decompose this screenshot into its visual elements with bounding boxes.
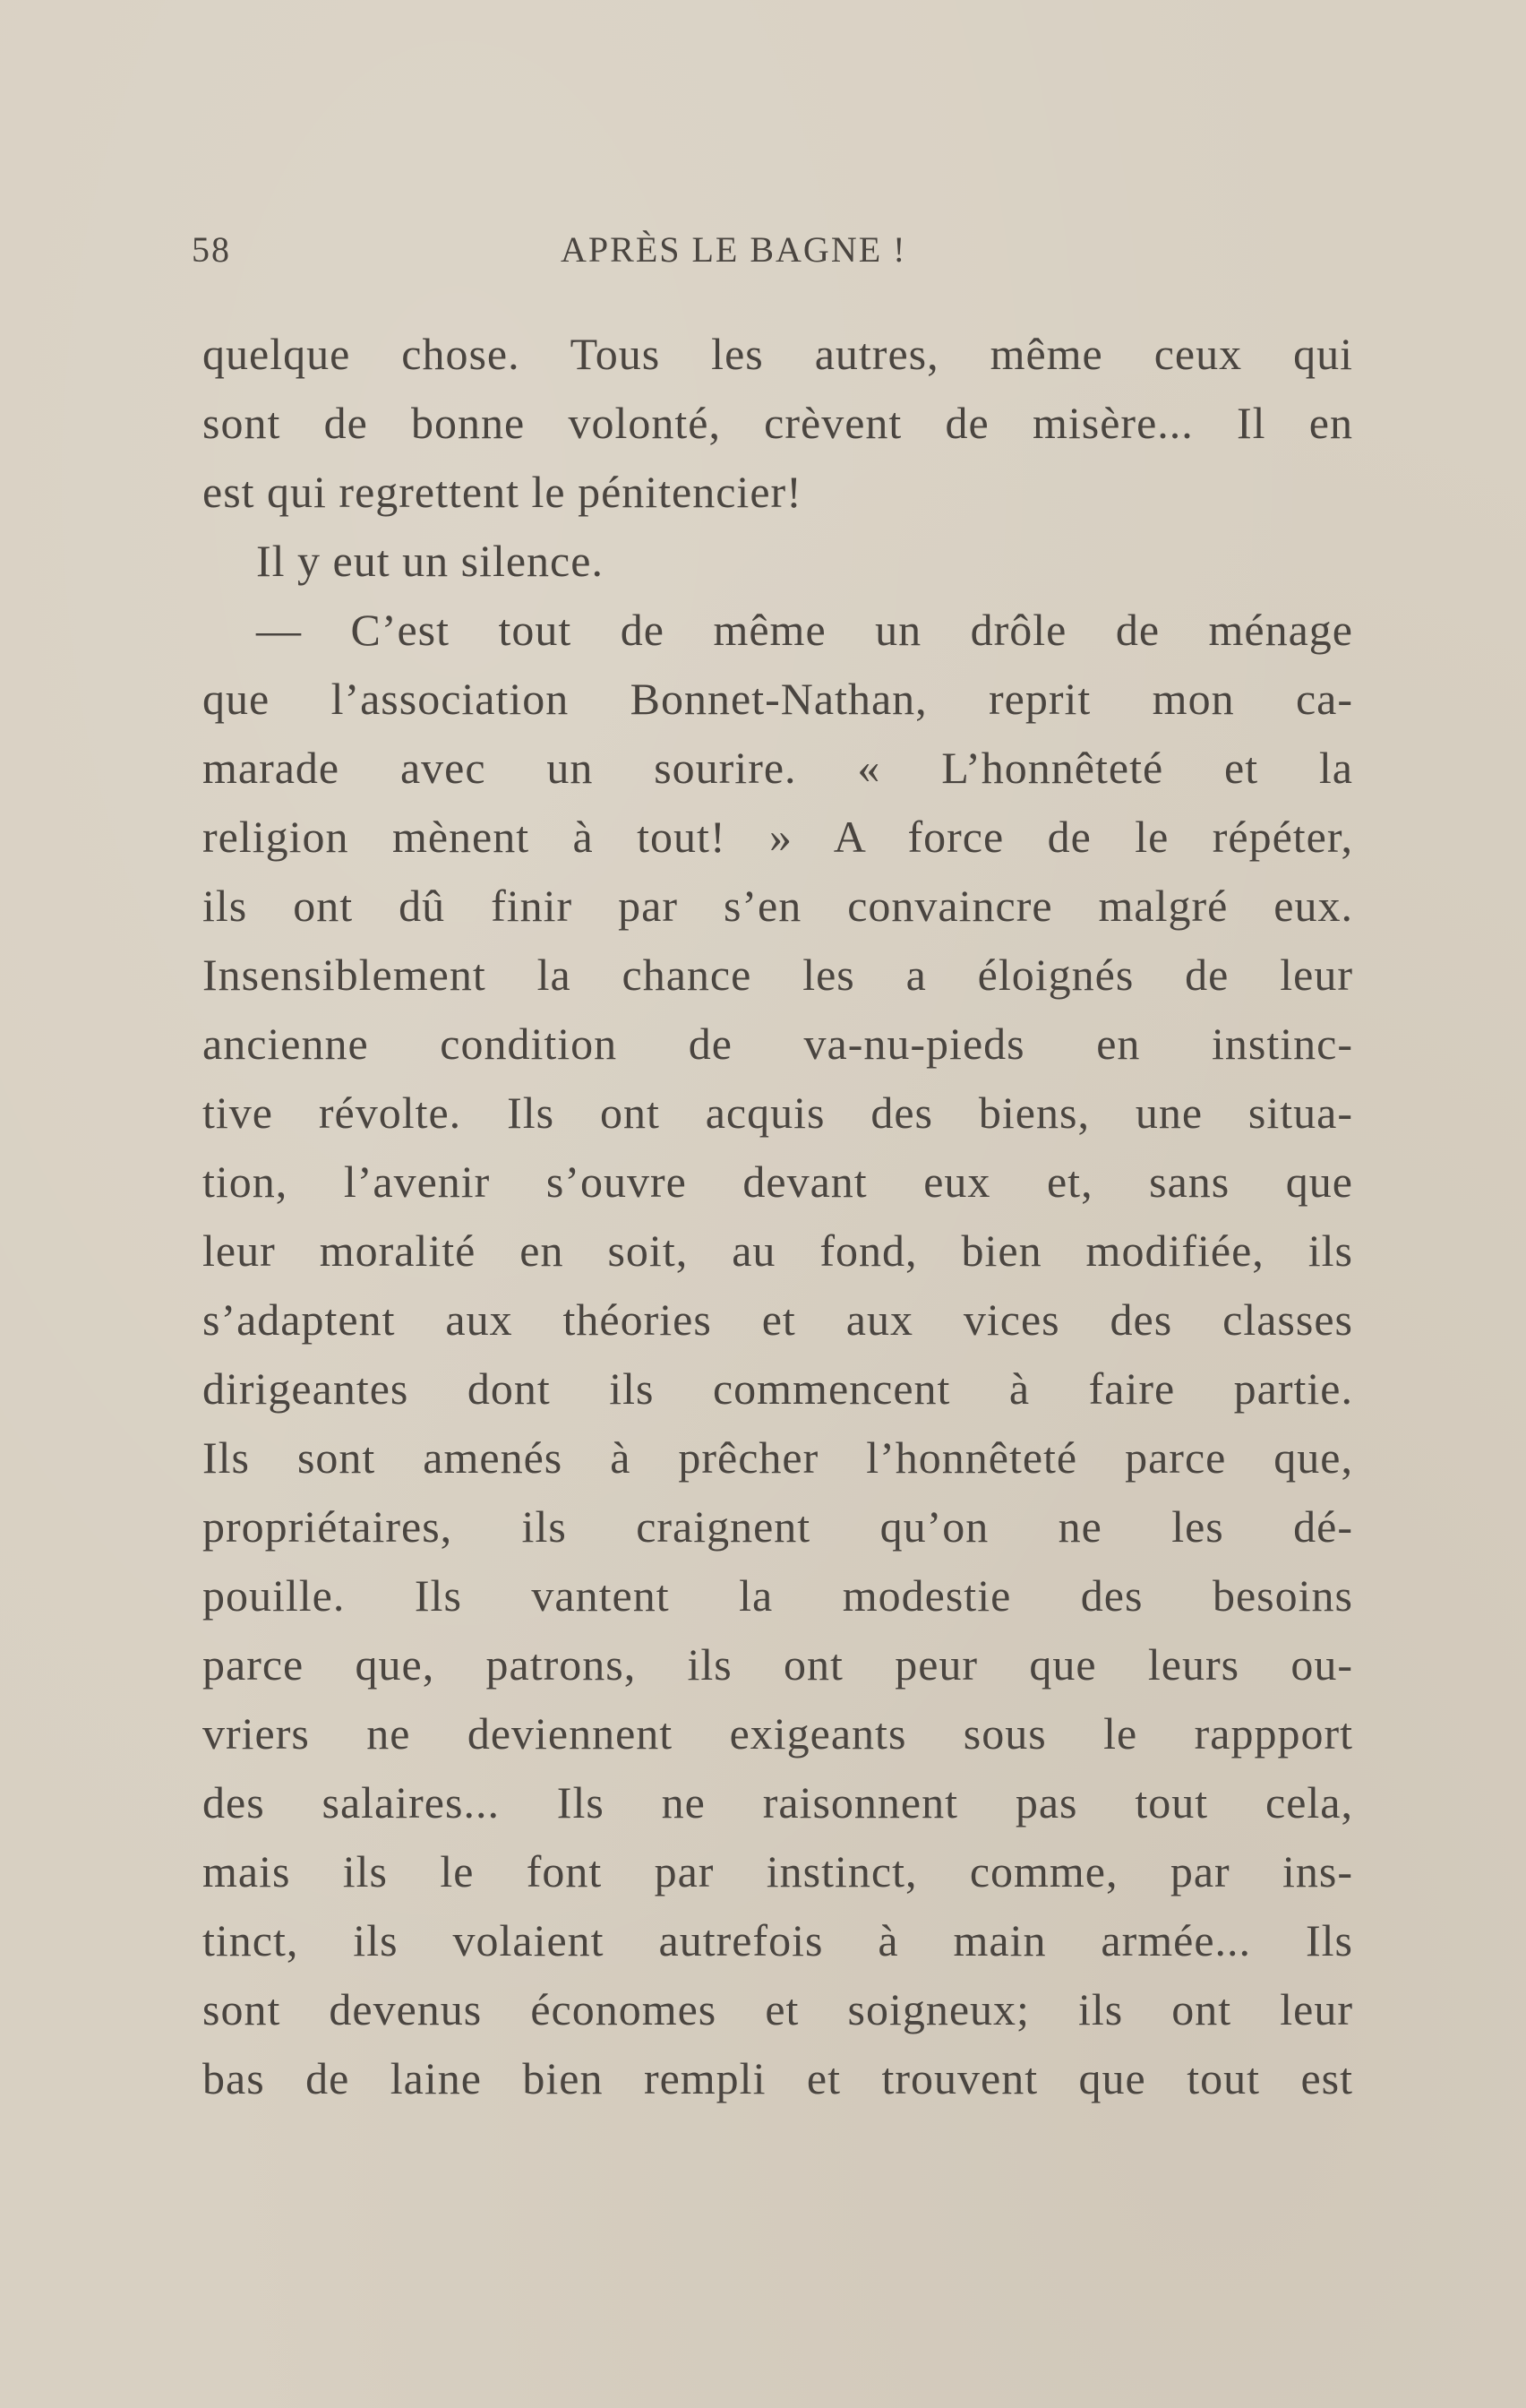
- page-number: 58: [192, 229, 231, 270]
- text-line: pouille. Ils vantent la modestie des besoins: [202, 1570, 1353, 1621]
- running-title: APRÈS LE BAGNE !: [561, 229, 907, 270]
- text-line: mais ils le font par instinct, comme, par ins-: [202, 1846, 1353, 1896]
- text-line: que l’association Bonnet-Nathan, reprit mon ca-: [202, 674, 1353, 724]
- text-line: des salaires... Ils ne raisonnent pas tout cela,: [202, 1777, 1353, 1828]
- body-text: [202, 320, 1353, 2113]
- text-line: sont devenus économes et soigneux; ils ont leur: [202, 1984, 1353, 2034]
- text-line: tion, l’avenir s’ouvre devant eux et, sans que: [202, 1157, 1353, 1207]
- text-line: parce que, patrons, ils ont peur que leurs ou-: [202, 1639, 1353, 1690]
- text-line: Insensiblement la chance les a éloignés de leur: [202, 950, 1353, 1000]
- text-line: Il y eut un silence.: [256, 536, 604, 586]
- text-line: bas de laine bien rempli et trouvent que tout est: [202, 2053, 1353, 2103]
- text-line: s’adaptent aux théories et aux vices des classes: [202, 1294, 1353, 1345]
- text-line: est qui regrettent le pénitencier!: [202, 467, 802, 517]
- text-line: sont de bonne volonté, crèvent de misère... Il en: [202, 398, 1353, 448]
- text-line: quelque chose. Tous les autres, même ceux qui: [202, 329, 1353, 379]
- text-line: marade avec un sourire. « L’honnêteté et la: [202, 743, 1353, 793]
- text-line: vriers ne deviennent exigeants sous le rappport: [202, 1708, 1353, 1759]
- text-line: religion mènent à tout! » A force de le répéter,: [202, 812, 1353, 862]
- text-line: ils ont dû finir par s’en convaincre malgré eux.: [202, 881, 1353, 931]
- text-line: tive révolte. Ils ont acquis des biens, une situa-: [202, 1088, 1353, 1138]
- text-line: ancienne condition de va-nu-pieds en instinc-: [202, 1019, 1353, 1069]
- text-line: dirigeantes dont ils commencent à faire partie.: [202, 1363, 1353, 1414]
- page-header: [192, 228, 1356, 273]
- text-line: tinct, ils volaient autrefois à main armée... Ils: [202, 1915, 1353, 1965]
- text-line: Ils sont amenés à prêcher l’honnêteté parce que,: [202, 1432, 1353, 1483]
- text-line: leur moralité en soit, au fond, bien modifiée, ils: [202, 1226, 1353, 1276]
- text-line: propriétaires, ils craignent qu’on ne les dé-: [202, 1501, 1353, 1552]
- text-line: — C’est tout de même un drôle de ménage: [256, 605, 1353, 655]
